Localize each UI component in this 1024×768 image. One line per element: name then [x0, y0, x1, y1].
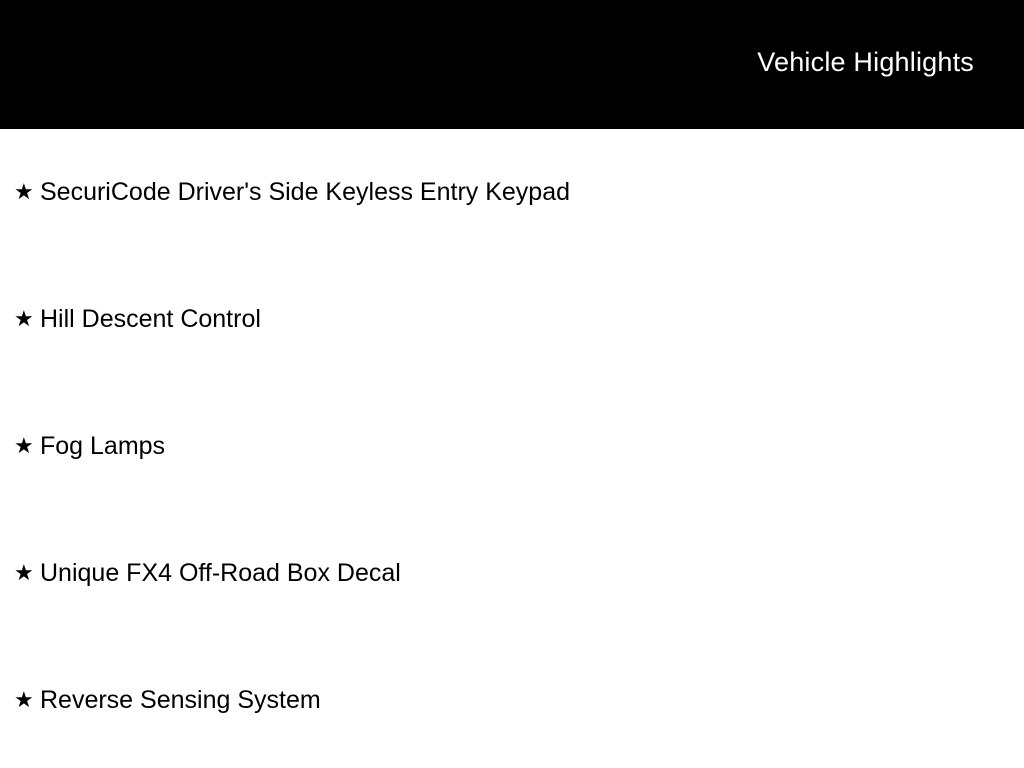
- star-icon: ★: [14, 432, 34, 458]
- highlight-label: Reverse Sensing System: [40, 685, 321, 714]
- highlight-label: Fog Lamps: [40, 431, 166, 460]
- page-title: Vehicle Highlights: [757, 47, 974, 77]
- list-item: [0, 383, 1024, 510]
- star-icon: ★: [14, 559, 34, 585]
- page-header: [0, 0, 1024, 129]
- vehicle-highlights-list: [0, 129, 1024, 764]
- list-item: [0, 510, 1024, 637]
- list-item: [0, 637, 1024, 764]
- highlight-label: Hill Descent Control: [40, 304, 261, 333]
- star-icon: ★: [14, 178, 34, 204]
- list-item: [0, 129, 1024, 256]
- list-item: [0, 256, 1024, 383]
- highlight-label: Unique FX4 Off-Road Box Decal: [40, 558, 401, 587]
- highlight-label: SecuriCode Driver's Side Keyless Entry Keypad: [40, 177, 571, 206]
- star-icon: ★: [14, 305, 34, 331]
- star-icon: ★: [14, 686, 34, 712]
